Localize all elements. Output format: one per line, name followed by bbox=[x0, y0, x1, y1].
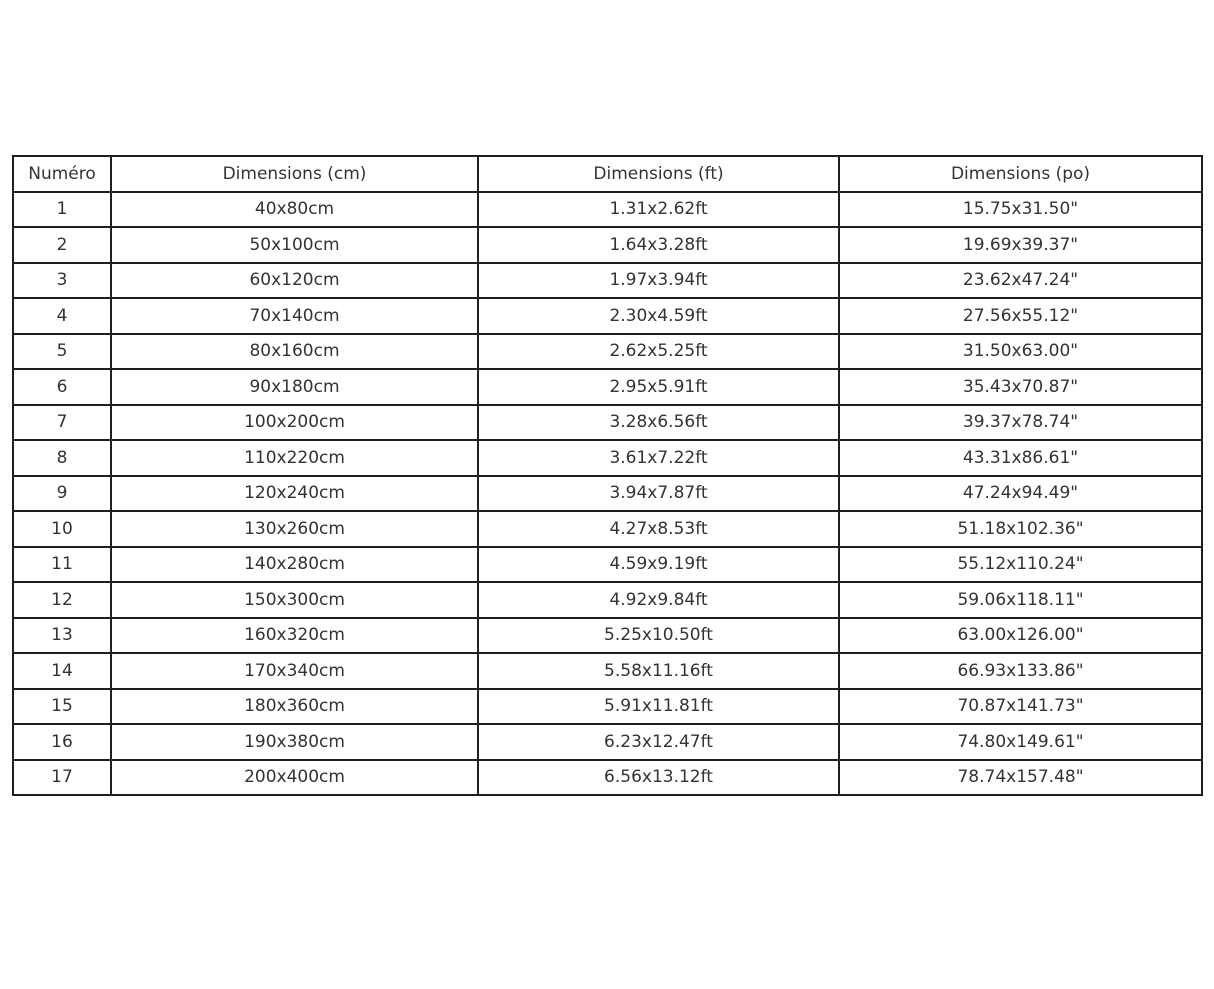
table-cell: 6.23x12.47ft bbox=[478, 724, 839, 760]
table-cell: 1 bbox=[13, 192, 111, 228]
table-cell: 39.37x78.74" bbox=[839, 405, 1202, 441]
table-cell: 8 bbox=[13, 440, 111, 476]
table-cell: 3.61x7.22ft bbox=[478, 440, 839, 476]
table-cell: 160x320cm bbox=[111, 618, 478, 654]
table-cell: 47.24x94.49" bbox=[839, 476, 1202, 512]
table-cell: 6 bbox=[13, 369, 111, 405]
table-cell: 5.91x11.81ft bbox=[478, 689, 839, 725]
table-row bbox=[13, 582, 1202, 618]
dimensions-conversion-table bbox=[12, 155, 1203, 796]
table-cell: 4 bbox=[13, 298, 111, 334]
table-cell: 9 bbox=[13, 476, 111, 512]
table-cell: 4.27x8.53ft bbox=[478, 511, 839, 547]
table-cell: 2.95x5.91ft bbox=[478, 369, 839, 405]
table-cell: 150x300cm bbox=[111, 582, 478, 618]
table-cell: 14 bbox=[13, 653, 111, 689]
table-cell: 1.64x3.28ft bbox=[478, 227, 839, 263]
table-cell: 74.80x149.61" bbox=[839, 724, 1202, 760]
table-cell: 43.31x86.61" bbox=[839, 440, 1202, 476]
table-cell: 12 bbox=[13, 582, 111, 618]
table-cell: 3 bbox=[13, 263, 111, 299]
table-cell: 90x180cm bbox=[111, 369, 478, 405]
table-cell: 70.87x141.73" bbox=[839, 689, 1202, 725]
table-cell: 51.18x102.36" bbox=[839, 511, 1202, 547]
table-row bbox=[13, 263, 1202, 299]
table-cell: 2 bbox=[13, 227, 111, 263]
table-cell: 110x220cm bbox=[111, 440, 478, 476]
table-cell: 120x240cm bbox=[111, 476, 478, 512]
table-cell: 50x100cm bbox=[111, 227, 478, 263]
table-row bbox=[13, 618, 1202, 654]
table-cell: 2.62x5.25ft bbox=[478, 334, 839, 370]
table-cell: 23.62x47.24" bbox=[839, 263, 1202, 299]
table-row bbox=[13, 653, 1202, 689]
table-cell: 3.94x7.87ft bbox=[478, 476, 839, 512]
table-cell: 16 bbox=[13, 724, 111, 760]
column-header-numero: Numéro bbox=[13, 156, 111, 192]
table-row bbox=[13, 405, 1202, 441]
table-cell: 5.58x11.16ft bbox=[478, 653, 839, 689]
table-row bbox=[13, 724, 1202, 760]
table-row bbox=[13, 689, 1202, 725]
table-cell: 3.28x6.56ft bbox=[478, 405, 839, 441]
table-cell: 19.69x39.37" bbox=[839, 227, 1202, 263]
table-cell: 2.30x4.59ft bbox=[478, 298, 839, 334]
table-cell: 4.59x9.19ft bbox=[478, 547, 839, 583]
table-cell: 170x340cm bbox=[111, 653, 478, 689]
table-cell: 15 bbox=[13, 689, 111, 725]
table-cell: 4.92x9.84ft bbox=[478, 582, 839, 618]
column-header-ft: Dimensions (ft) bbox=[478, 156, 839, 192]
table-cell: 1.31x2.62ft bbox=[478, 192, 839, 228]
table-cell: 70x140cm bbox=[111, 298, 478, 334]
table-cell: 200x400cm bbox=[111, 760, 478, 796]
table-row bbox=[13, 511, 1202, 547]
table-row bbox=[13, 334, 1202, 370]
table-cell: 11 bbox=[13, 547, 111, 583]
table-row bbox=[13, 369, 1202, 405]
table-cell: 80x160cm bbox=[111, 334, 478, 370]
table-cell: 35.43x70.87" bbox=[839, 369, 1202, 405]
table-cell: 60x120cm bbox=[111, 263, 478, 299]
table-row bbox=[13, 227, 1202, 263]
table-cell: 31.50x63.00" bbox=[839, 334, 1202, 370]
column-header-po: Dimensions (po) bbox=[839, 156, 1202, 192]
table-cell: 15.75x31.50" bbox=[839, 192, 1202, 228]
table-cell: 140x280cm bbox=[111, 547, 478, 583]
table-cell: 180x360cm bbox=[111, 689, 478, 725]
table-cell: 1.97x3.94ft bbox=[478, 263, 839, 299]
table-row bbox=[13, 547, 1202, 583]
table-row bbox=[13, 298, 1202, 334]
table-cell: 55.12x110.24" bbox=[839, 547, 1202, 583]
table-cell: 5.25x10.50ft bbox=[478, 618, 839, 654]
table-row bbox=[13, 760, 1202, 796]
table-cell: 7 bbox=[13, 405, 111, 441]
table-cell: 63.00x126.00" bbox=[839, 618, 1202, 654]
table-cell: 59.06x118.11" bbox=[839, 582, 1202, 618]
table-header-row bbox=[13, 156, 1202, 192]
table-cell: 5 bbox=[13, 334, 111, 370]
table-cell: 100x200cm bbox=[111, 405, 478, 441]
table-cell: 66.93x133.86" bbox=[839, 653, 1202, 689]
table-row bbox=[13, 440, 1202, 476]
table-cell: 78.74x157.48" bbox=[839, 760, 1202, 796]
table-cell: 13 bbox=[13, 618, 111, 654]
table-cell: 190x380cm bbox=[111, 724, 478, 760]
table-cell: 17 bbox=[13, 760, 111, 796]
table-cell: 10 bbox=[13, 511, 111, 547]
table-cell: 27.56x55.12" bbox=[839, 298, 1202, 334]
column-header-cm: Dimensions (cm) bbox=[111, 156, 478, 192]
table-row bbox=[13, 476, 1202, 512]
table-row bbox=[13, 192, 1202, 228]
table-cell: 130x260cm bbox=[111, 511, 478, 547]
table-cell: 6.56x13.12ft bbox=[478, 760, 839, 796]
table-cell: 40x80cm bbox=[111, 192, 478, 228]
